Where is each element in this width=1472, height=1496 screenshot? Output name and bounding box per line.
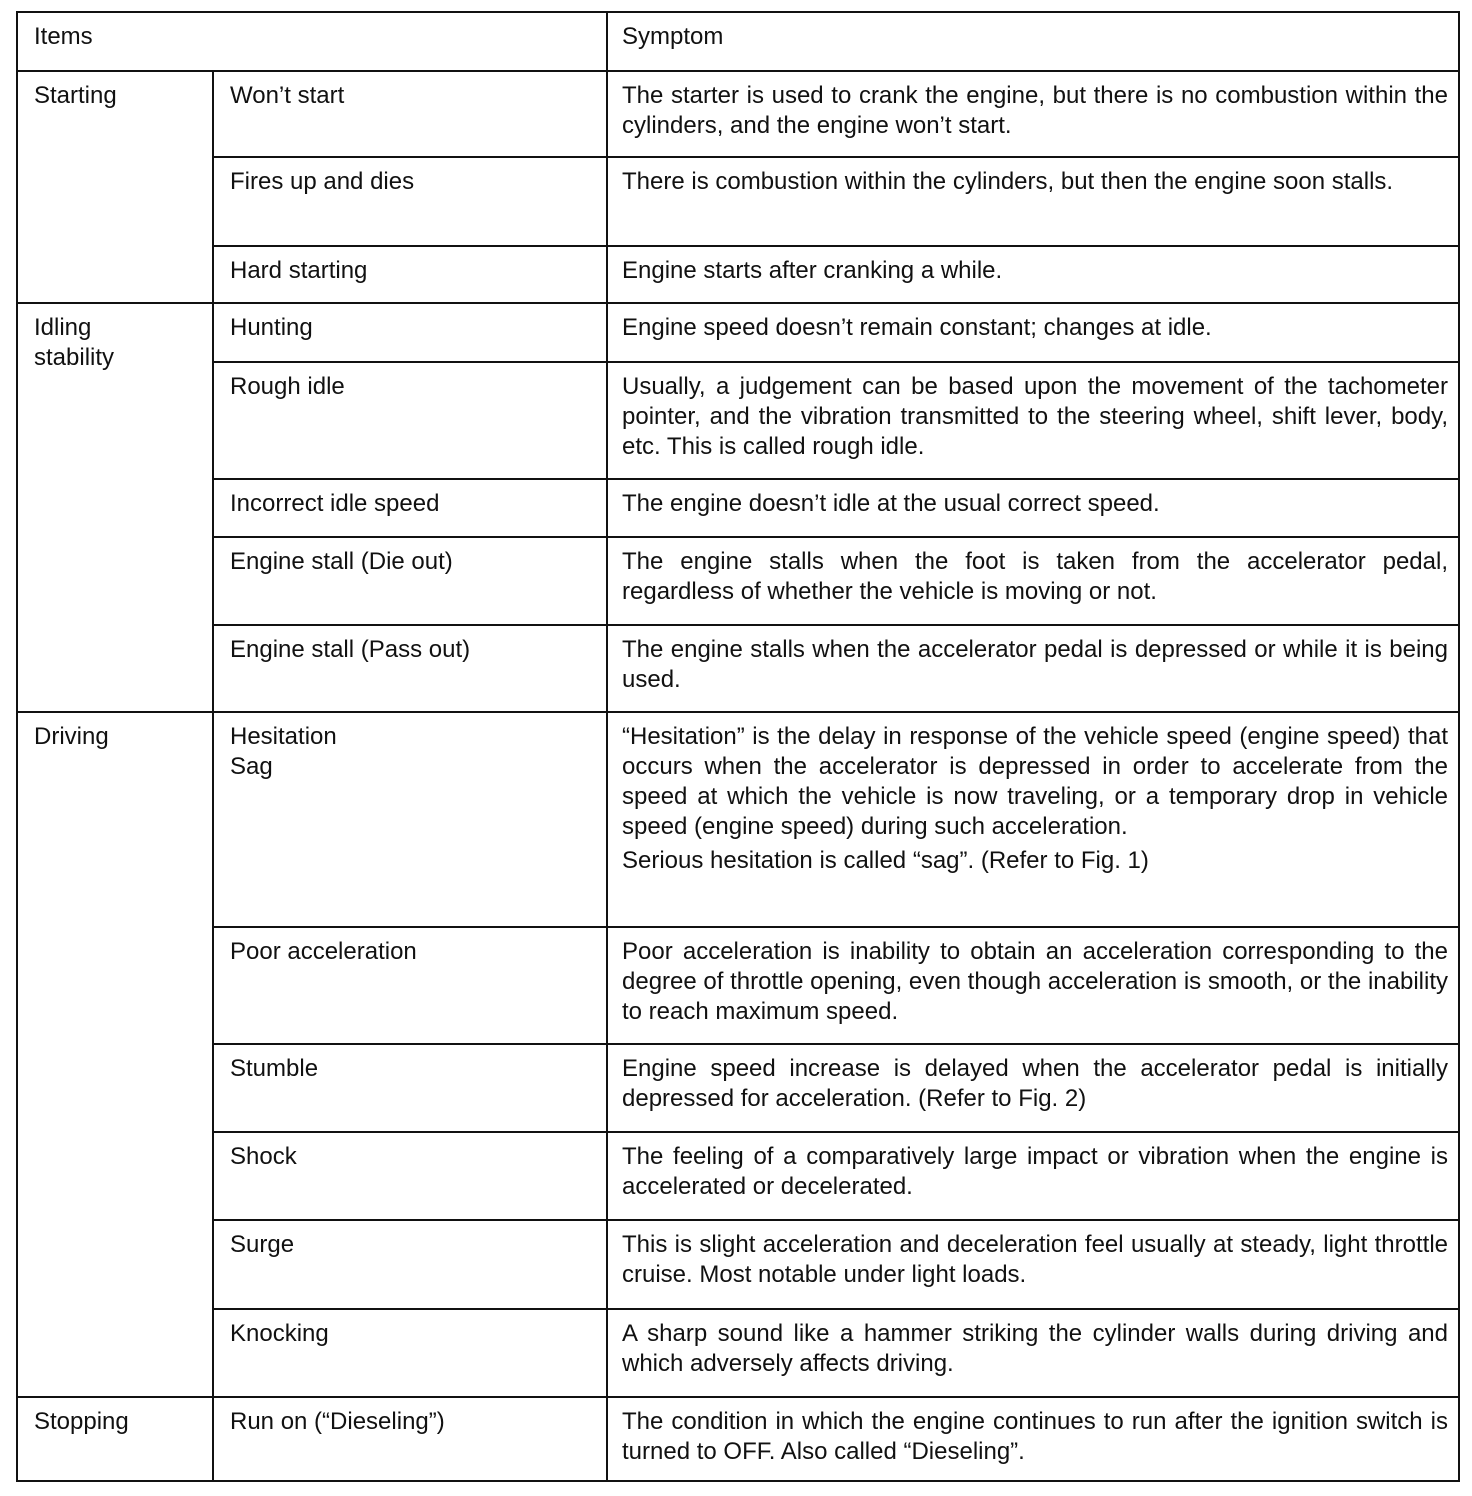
table-row: [17, 362, 1459, 479]
table-row: [17, 303, 1459, 362]
table-row: [17, 1309, 1459, 1397]
symptom-text: The engine stalls when the foot is taken from the accelerator pedal, regardless of whether the vehicle is moving or not.: [607, 537, 1459, 625]
symptom-text: Poor acceleration is inability to obtain an acceleration corresponding to the degree of throttle opening, even though acceleration is smooth, or the inability to reach maximum speed.: [607, 927, 1459, 1044]
table-row: [17, 712, 1459, 927]
symptom-text: This is slight acceleration and deceleration feel usually at steady, light throttle cruise. Most notable under light loads.: [607, 1220, 1459, 1309]
item-label: Engine stall (Pass out): [213, 625, 607, 712]
table-row: [17, 537, 1459, 625]
item-label: Poor acceleration: [213, 927, 607, 1044]
table-row: [17, 479, 1459, 537]
table-row: [17, 927, 1459, 1044]
table-row: [17, 625, 1459, 712]
category-stopping: Stopping: [17, 1397, 213, 1481]
item-line: Hesitation: [230, 723, 337, 750]
symptom-text: There is combustion within the cylinders, but then the engine soon stalls.: [607, 157, 1459, 246]
table-row: [17, 1397, 1459, 1481]
symptom-text: A sharp sound like a hammer striking the cylinder walls during driving and which adversely affects driving.: [607, 1309, 1459, 1397]
item-label: Incorrect idle speed: [213, 479, 607, 537]
table-row: [17, 157, 1459, 246]
symptom-table: [16, 11, 1460, 1482]
item-label: Won’t start: [213, 71, 607, 157]
symptom-paragraph: “Hesitation” is the delay in response of the vehicle speed (engine speed) that occurs when the accelerator is depressed in order to accelerate from the speed at which the vehicle is now traveling, or a temporary drop in vehicle speed (engine speed) during such acceleration.: [622, 723, 1448, 840]
symptom-note: Serious hesitation is called “sag”. (Refer to Fig. 1): [622, 847, 1149, 874]
table-row: [17, 246, 1459, 303]
symptom-text: The engine doesn’t idle at the usual correct speed.: [607, 479, 1459, 537]
table-row: [17, 1220, 1459, 1309]
table-row: [17, 71, 1459, 157]
item-label: Shock: [213, 1132, 607, 1220]
symptom-text: Engine starts after cranking a while.: [607, 246, 1459, 303]
symptom-text: The engine stalls when the accelerator pedal is depressed or while it is being used.: [607, 625, 1459, 712]
symptom-text: Engine speed doesn’t remain constant; changes at idle.: [607, 303, 1459, 362]
symptom-text: The starter is used to crank the engine, but there is no combustion within the cylinders, and the engine won’t start.: [607, 71, 1459, 157]
symptom-text: The condition in which the engine continues to run after the ignition switch is turned to OFF. Also called “Dieseling”.: [607, 1397, 1459, 1481]
item-label: Engine stall (Die out): [213, 537, 607, 625]
category-line: stability: [34, 344, 115, 371]
symptom-text: [607, 712, 1459, 927]
item-label: Stumble: [213, 1044, 607, 1132]
table-row: [17, 1044, 1459, 1132]
item-label: [213, 712, 607, 927]
header-symptom: Symptom: [607, 12, 1459, 71]
symptom-text: Engine speed increase is delayed when the accelerator pedal is initially depressed for acceleration. (Refer to Fig. 2): [607, 1044, 1459, 1132]
item-label: Surge: [213, 1220, 607, 1309]
item-label: Rough idle: [213, 362, 607, 479]
item-label: Fires up and dies: [213, 157, 607, 246]
header-items: Items: [17, 12, 607, 71]
item-label: Run on (“Dieseling”): [213, 1397, 607, 1481]
header-row: [17, 12, 1459, 71]
category-line: Idling: [34, 314, 92, 341]
item-label: Knocking: [213, 1309, 607, 1397]
category-driving: Driving: [17, 712, 213, 1397]
symptom-text: Usually, a judgement can be based upon the movement of the tachometer pointer, and the vibration transmitted to the steering wheel, shift lever, body, etc. This is called rough idle.: [607, 362, 1459, 479]
category-idling-stability: [17, 303, 213, 712]
symptom-text: The feeling of a comparatively large impact or vibration when the engine is accelerated or decelerated.: [607, 1132, 1459, 1220]
item-line: Sag: [230, 753, 273, 780]
item-label: Hunting: [213, 303, 607, 362]
item-label: Hard starting: [213, 246, 607, 303]
category-starting: Starting: [17, 71, 213, 303]
table-row: [17, 1132, 1459, 1220]
